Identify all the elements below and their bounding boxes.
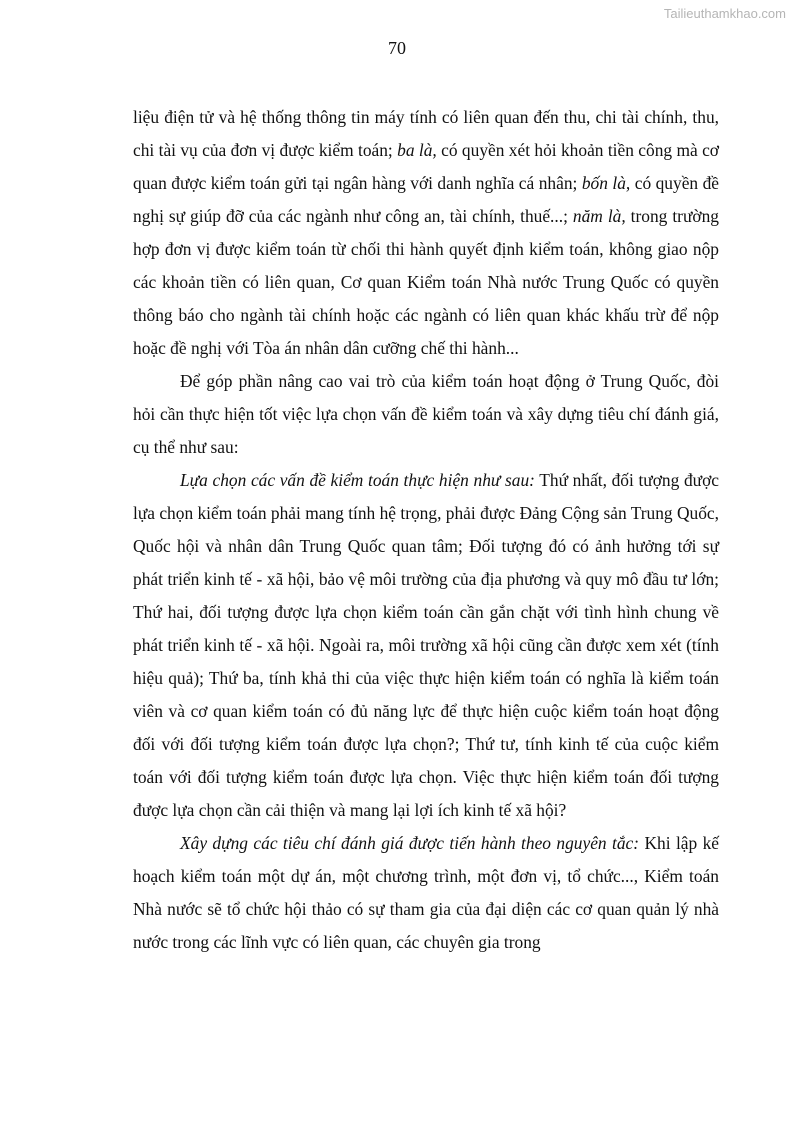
italic-run: năm là, [572, 206, 626, 226]
paragraph-1 [133, 101, 719, 365]
text-run: liệu điện tử và hệ thống thông tin máy tính có liên quan đến thu, chi tài chính, thu, chi tài vụ của đơn vị được kiểm toán; [133, 107, 719, 160]
paragraph-2: Để góp phần nâng cao vai trò của kiểm toán hoạt động ở Trung Quốc, đòi hỏi cần thực hiện tốt việc lựa chọn vấn đề kiểm toán và xây dựng tiêu chí đánh giá, cụ thể như sau: [133, 371, 719, 457]
paragraph-3 [133, 464, 719, 827]
page-number: 70 [388, 38, 406, 58]
text-run: Khi lập kế hoạch kiểm toán một dự án, một chương trình, một đơn vị, tổ chức..., Kiểm toán Nhà nước sẽ tổ chức hội thảo có sự tham gia của đại diện các cơ quan quản lý nhà nước trong các lĩnh vực có liên quan, các chuyên gia trong [133, 833, 719, 952]
paragraph-4 [133, 827, 719, 959]
paragraph-heading: Xây dựng các tiêu chí đánh giá được tiến hành theo nguyên tắc: [180, 833, 640, 853]
text-run: có quyền xét hỏi khoản tiền công mà cơ quan được kiểm toán gửi tại ngân hàng với danh nghĩa cá nhân; [133, 140, 719, 193]
document-body [133, 101, 719, 959]
italic-run: bốn là, [581, 173, 631, 193]
paragraph-heading: Lựa chọn các vấn đề kiểm toán thực hiện như sau: [180, 470, 535, 490]
italic-run: ba là, [397, 140, 437, 160]
text-run: có quyền đề nghị sự giúp đỡ của các ngành như công an, tài chính, thuế...; [133, 173, 719, 226]
text-run: Thứ nhất, đối tượng được lựa chọn kiểm toán phải mang tính hệ trọng, phải được Đảng Cộng sản Trung Quốc, Quốc hội và nhân dân Trung Quốc quan tâm; Đối tượng đó có ảnh hưởng tới sự phát triển kinh tế - xã hội, bảo vệ môi trường của địa phương và quy mô đầu tư lớn; Thứ hai, đối tượng được lựa chọn kiểm toán cần gắn chặt với tình hình chung về phát triển kinh tế - xã hội. Ngoài ra, môi trường xã hội cũng cần được xem xét (tính hiệu quả); Thứ ba, tính khả thi của việc thực hiện kiểm toán có nghĩa là kiểm toán viên và cơ quan kiểm toán có đủ năng lực để thực hiện cuộc kiểm toán hoạt động đối với đối tượng kiểm toán được lựa chọn?; Thứ tư, tính kinh tế của cuộc kiểm toán với đối tượng kiểm toán được lựa chọn. Việc thực hiện kiểm toán đối tượng được lựa chọn cần cải thiện và mang lại lợi ích kinh tế xã hội? [133, 470, 719, 820]
text-run: trong trường hợp đơn vị được kiểm toán từ chối thi hành quyết định kiểm toán, không giao nộp các khoản tiền có liên quan, Cơ quan Kiểm toán Nhà nước Trung Quốc có quyền thông báo cho ngành tài chính hoặc các ngành có liên quan khác khấu trừ để nộp hoặc đề nghị với Tòa án nhân dân cưỡng chế thi hành... [133, 206, 719, 358]
watermark: Tailieuthamkhao.com [663, 6, 786, 21]
